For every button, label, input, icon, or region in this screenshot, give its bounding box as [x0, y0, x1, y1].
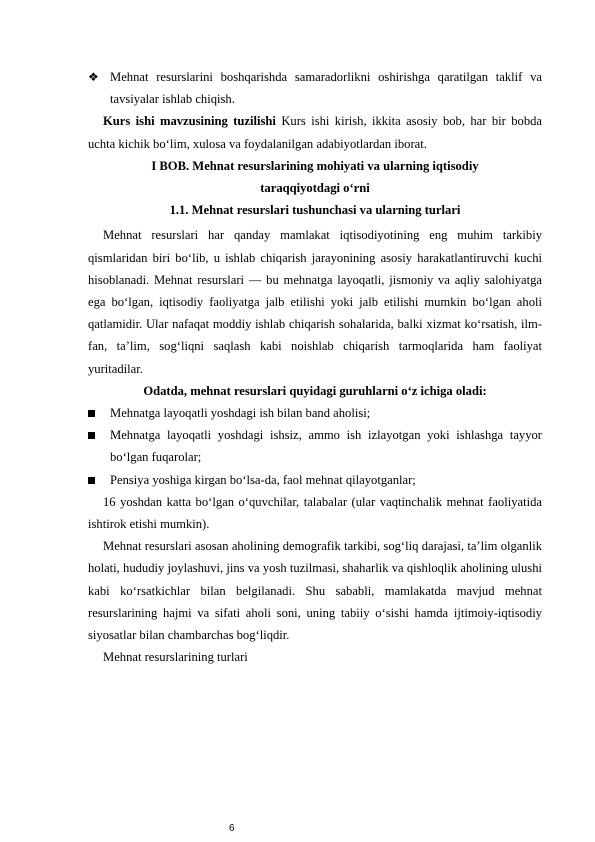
page-content	[88, 66, 542, 668]
structure-label: Kurs ishi mavzusining tuzilishi	[103, 114, 276, 129]
page-number: 6	[229, 823, 235, 834]
square-bullet-icon	[88, 424, 102, 446]
structure-paragraph	[88, 110, 542, 154]
list-item	[88, 402, 542, 424]
intro-bullet	[88, 66, 542, 110]
chapter-title: I BOB. Mehnat resurslarining mohiyati va ularning iqtisodiy taraqqiyotdagi o‘rni	[151, 158, 479, 196]
paragraph-3: Mehnat resurslari asosan aholining demografik tarkibi, sog‘liq darajasi, ta’lim olganlik holati, hududiy joylashuvi, jins va yosh tuzilmasi, shaharlik va qishloqlik aholining ulushi kabi ko‘rsatkichlar bilan belgilanadi. Shu sababli, mamlakatda mavjud mehnat resurslarining hajmi va sifati aholi soni, uning tabiiy o‘sishi hamda ijtimoiy-iqtisodiy siyosatlar bilan chambarchas bog‘liqdir.	[88, 539, 542, 643]
paragraph-2: 16 yoshdan katta bo‘lgan o‘quvchilar, talabalar (ular vaqtinchalik mehnat faoliyatida ishtirok etishi mumkin).	[88, 494, 542, 532]
list-item	[88, 469, 542, 491]
list-item-text: Mehnatga layoqatli yoshdagi ish bilan band aholisi;	[110, 406, 371, 421]
paragraph-1: Mehnat resurslari har qanday mamlakat iqtisodiyotining eng muhim tarkibiy qismlaridan biri bo‘lib, u ishlab chiqarish jarayonining asosiy harakatlantiruvchi kuchi hisoblanadi. Mehnat resurslari — bu mehnatga layoqatli, jismoniy va aqliy salohiyatga ega bo‘lgan, iqtisodiy faoliyatga jalb etilishi yoki jalb etilishi mumkin bo‘lgan aholi qatlamidir. Ular nafaqat moddiy ishlab chiqarish sohalarida, balki xizmat ko‘rsatish, ilm-fan, ta’lim, sog‘liqni saqlash kabi noishlab chiqarish tarmoqlarida ham faoliyat yuritadilar.	[88, 228, 542, 376]
intro-bullet-text: Mehnat resurslarini boshqarishda samaradorlikni oshirishga qaratilgan taklif va tavsiyalar ishlab chiqish.	[110, 70, 542, 107]
square-bullet-icon	[88, 402, 102, 424]
section-title: 1.1. Mehnat resurslari tushunchasi va ularning turlari	[169, 203, 461, 218]
square-bullet-icon	[88, 469, 102, 491]
list-item	[88, 424, 542, 468]
structure-text: Kurs ishi kirish, ikkita asosiy bob, har bir bobda uchta kichik bo‘lim, xulosa va foydalanilgan adabiyotlardan iborat.	[88, 114, 542, 151]
groups-title: Odatda, mehnat resurslari quyidagi guruhlarni o‘z ichiga oladi:	[143, 383, 487, 398]
list-item-text: Pensiya yoshiga kirgan bo‘lsa-da, faol mehnat qilayotganlar;	[110, 472, 416, 487]
diamond-bullet-icon: ❖	[88, 70, 99, 84]
paragraph-4: Mehnat resurslarining turlari	[103, 650, 248, 665]
list-item-text: Mehnatga layoqatli yoshdagi ishsiz, ammo ish izlayotgan yoki ishlashga tayyor bo‘lgan fuqarolar;	[110, 428, 542, 465]
